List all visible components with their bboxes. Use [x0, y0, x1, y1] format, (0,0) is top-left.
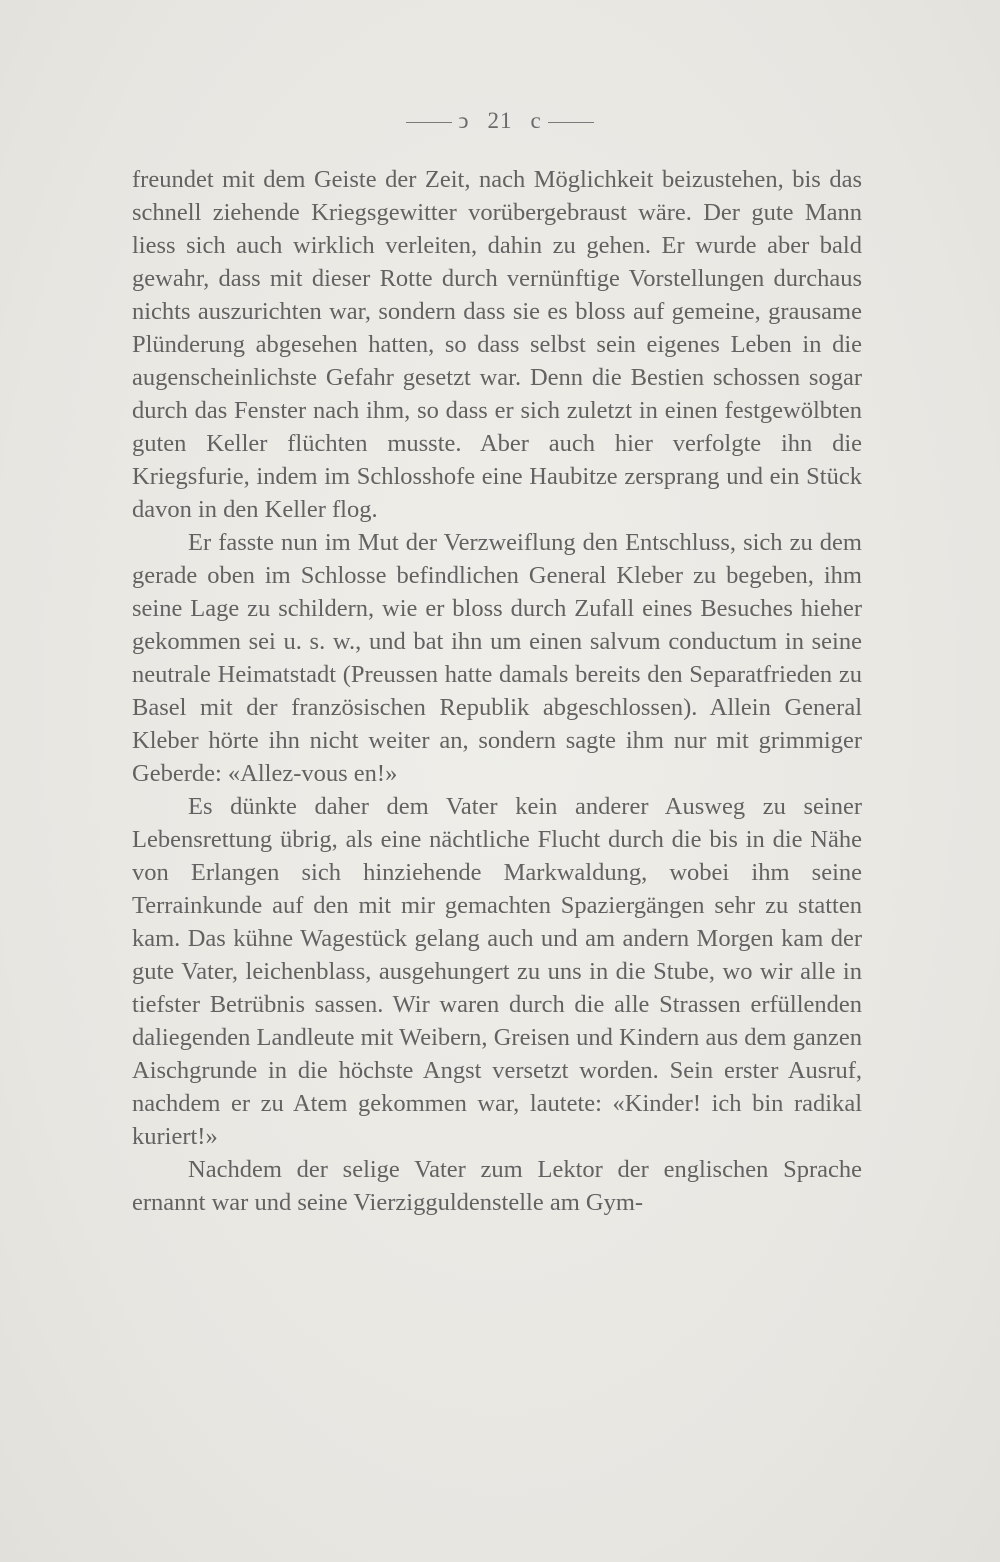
- header-rule-right: [548, 122, 594, 123]
- header-ornament-left: ↄ: [458, 108, 470, 133]
- paragraph: Nachdem der selige Vater zum Lektor der englischen Sprache ernannt war und seine Vierzigguldenstelle am Gym-: [132, 1156, 862, 1216]
- paragraph: Er fasste nun im Mut der Verzweiflung den Entschluss, sich zu dem gerade oben im Schlosse befindlichen General Kleber zu begeben, ihm seine Lage zu schildern, wie er bloss durch Zufall eines Besuches hieher gekommen sei u. s. w., und bat ihn um einen salvum conductum in seine neutrale Heimatstadt (Preussen hatte damals bereits den Separatfrieden zu Basel mit der französischen Republik abgeschlossen). Allein General Kleber hörte ihn nicht weiter an, sondern sagte ihm nur mit grimmiger Geberde: «Allez-vous en!»: [132, 529, 862, 787]
- page-number: 21: [487, 108, 513, 133]
- paragraph: freundet mit dem Geiste der Zeit, nach Möglichkeit beizustehen, bis das schnell ziehende Kriegsgewitter vorübergebraust wäre. Der gute Mann liess sich auch wirklich verleiten, dahin zu gehen. Er wurde aber bald gewahr, dass mit dieser Rotte durch vernünftige Vorstellungen durchaus nichts auszurichten war, sondern dass sie es bloss auf gemeine, grausame Plünderung abgesehen hatten, so dass selbst sein eigenes Leben in die augenscheinlichste Gefahr gesetzt war. Denn die Bestien schossen sogar durch das Fenster nach ihm, so dass er sich zuletzt in einen festgewölbten guten Keller flüchten musste. Aber auch hier verfolgte ihn die Kriegsfurie, indem im Schlosshofe eine Haubitze zersprang und ein Stück davon in den Keller flog.: [132, 166, 862, 523]
- paragraph: Es dünkte daher dem Vater kein anderer Ausweg zu seiner Lebensrettung übrig, als eine nächtliche Flucht durch die bis in die Nähe von Erlangen sich hinziehende Markwaldung, wobei ihm seine Terrainkunde auf den mit mir gemachten Spaziergängen sehr zu statten kam. Das kühne Wagestück gelang auch und am andern Morgen kam der gute Vater, leichenblass, ausgehungert zu uns in die Stube, wo wir alle in tiefster Betrübnis sassen. Wir waren durch die alle Strassen erfüllenden daliegenden Landleute mit Weibern, Greisen und Kindern aus dem ganzen Aischgrunde in die höchste Angst versetzt worden. Sein erster Ausruf, nachdem er zu Atem gekommen war, lautete: «Kinder! ich bin radikal kuriert!»: [132, 793, 862, 1150]
- header-rule-left: [406, 122, 452, 123]
- header-ornament-right: c: [530, 108, 542, 133]
- body-text: [132, 163, 862, 1219]
- page-header: [0, 108, 1000, 134]
